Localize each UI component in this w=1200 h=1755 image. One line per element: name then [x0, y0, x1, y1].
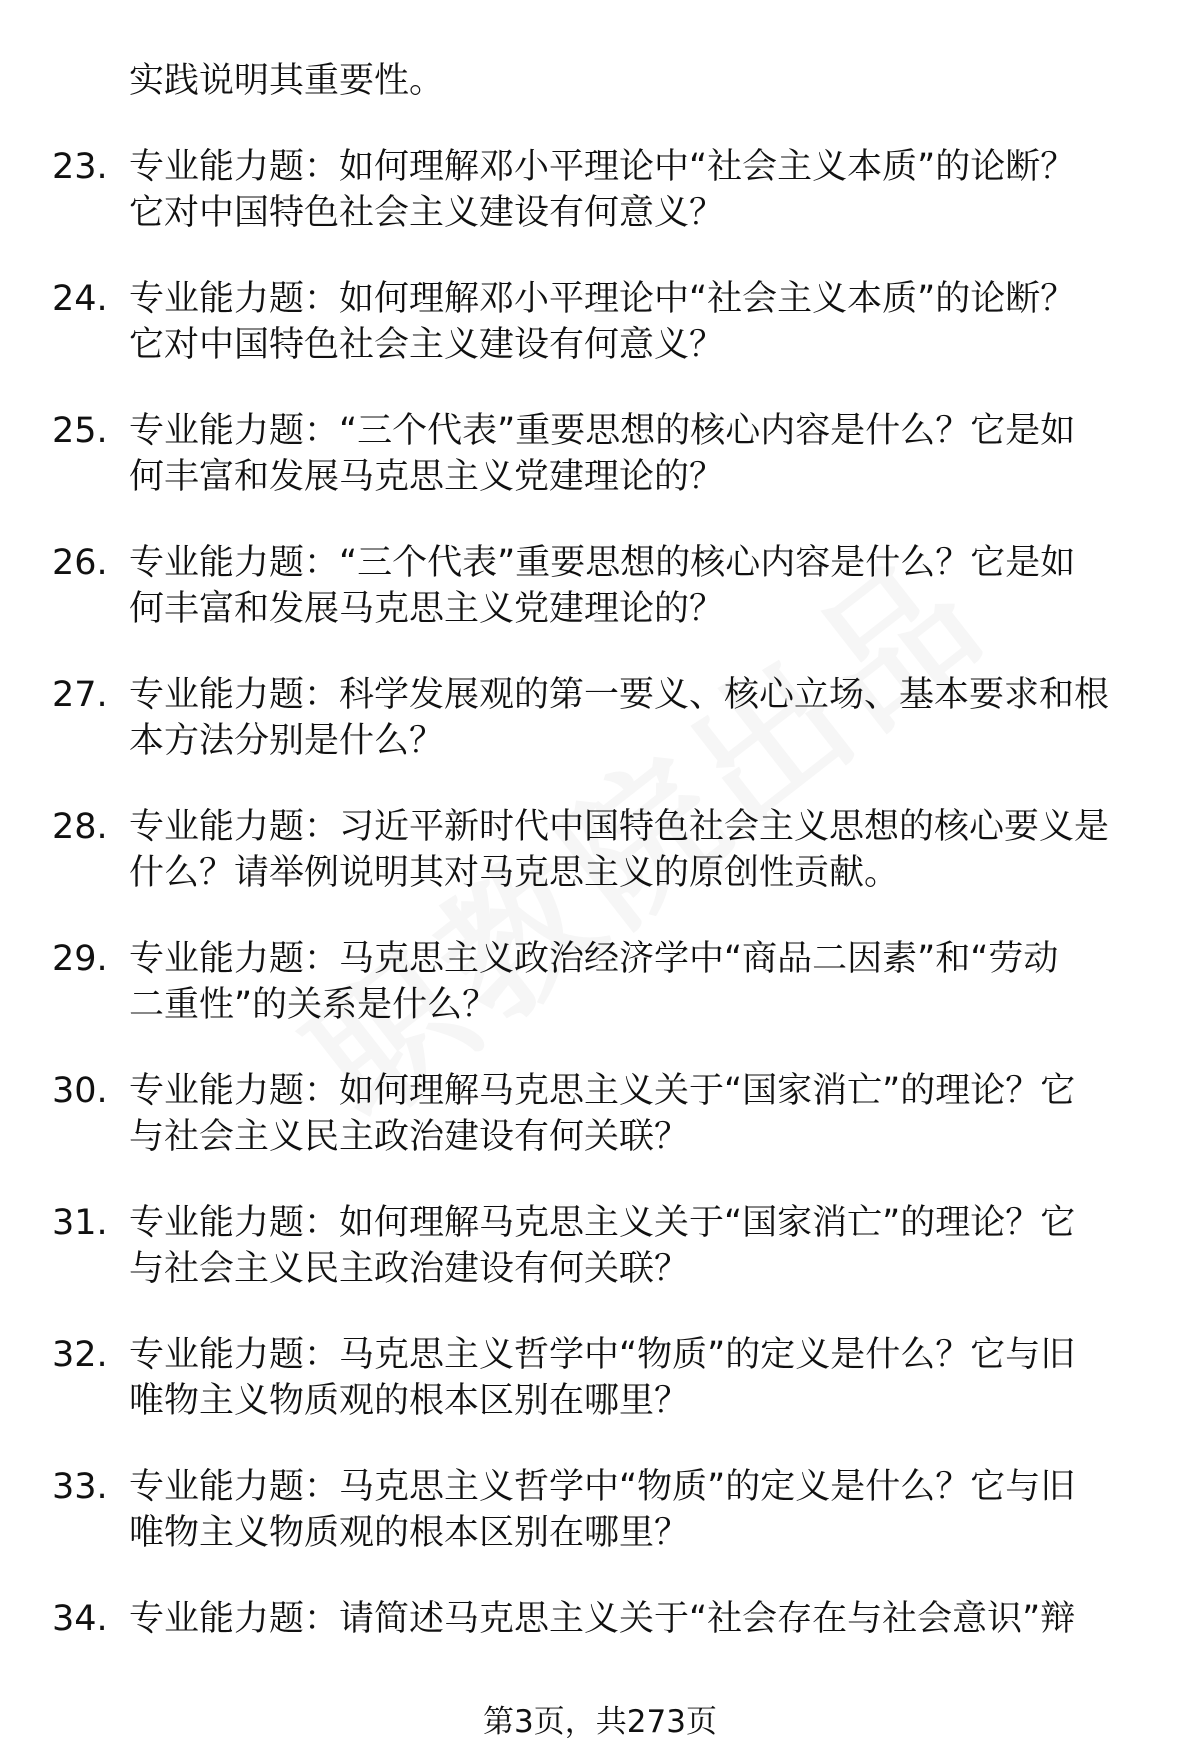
question-item [0, 1068, 1200, 1160]
question-line: 何丰富和发展马克思主义党建理论的？ [129, 589, 725, 629]
question-item [0, 804, 1200, 896]
question-text [129, 1200, 1139, 1292]
question-line: 与社会主义民主政治建设有何关联？ [129, 1249, 690, 1289]
question-line: 什么？请举例说明其对马克思主义的原创性贡献。 [129, 853, 900, 893]
question-number: 24. [52, 279, 108, 319]
question-number: 30. [52, 1071, 108, 1111]
question-text [129, 1332, 1139, 1424]
question-line: 专业能力题：马克思主义政治经济学中“商品二因素”和“劳动 [129, 939, 1059, 979]
question-list [0, 144, 1200, 1688]
question-text [129, 804, 1139, 896]
question-line: 专业能力题：习近平新时代中国特色社会主义思想的核心要义是 [129, 807, 1110, 847]
question-item [0, 1332, 1200, 1424]
question-line: 专业能力题：科学发展观的第一要义、核心立场、基本要求和根 [129, 675, 1110, 715]
question-line: 专业能力题：请简述马克思主义关于“社会存在与社会意识”辩 [129, 1599, 1076, 1639]
question-item [0, 936, 1200, 1028]
question-number: 34. [52, 1599, 108, 1639]
question-number: 26. [52, 543, 108, 583]
question-line: 唯物主义物质观的根本区别在哪里？ [129, 1381, 690, 1421]
question-line: 专业能力题：如何理解邓小平理论中“社会主义本质”的论断？ [129, 279, 1076, 319]
question-line: 专业能力题：马克思主义哲学中“物质”的定义是什么？它与旧 [129, 1335, 1076, 1375]
question-number: 32. [52, 1335, 108, 1375]
question-line: 与社会主义民主政治建设有何关联？ [129, 1117, 690, 1157]
question-text [129, 408, 1139, 500]
question-number: 25. [52, 411, 108, 451]
question-text [129, 672, 1139, 764]
continuation-text: 实践说明其重要性。 [129, 61, 445, 101]
question-item [0, 144, 1200, 236]
question-number: 23. [52, 147, 108, 187]
question-item [0, 1464, 1200, 1556]
question-line: 唯物主义物质观的根本区别在哪里？ [129, 1513, 690, 1553]
question-item [0, 540, 1200, 632]
question-number: 31. [52, 1203, 108, 1243]
question-line: 专业能力题：如何理解邓小平理论中“社会主义本质”的论断？ [129, 147, 1076, 187]
page-content [0, 58, 1200, 1688]
question-line: 专业能力题：如何理解马克思主义关于“国家消亡”的理论？它 [129, 1203, 1076, 1243]
question-line: 专业能力题：如何理解马克思主义关于“国家消亡”的理论？它 [129, 1071, 1076, 1111]
question-number: 27. [52, 675, 108, 715]
question-line: 何丰富和发展马克思主义党建理论的？ [129, 457, 725, 497]
page-footer: 第3页，共273页 [483, 1704, 717, 1740]
question-item [0, 1596, 1200, 1688]
question-text [129, 936, 1139, 1028]
question-text [129, 144, 1139, 236]
question-line: 它对中国特色社会主义建设有何意义？ [129, 325, 725, 365]
question-text [129, 1464, 1139, 1556]
question-line: 专业能力题：“三个代表”重要思想的核心内容是什么？它是如 [129, 411, 1076, 451]
question-item [0, 672, 1200, 764]
question-number: 33. [52, 1467, 108, 1507]
question-line: 专业能力题：“三个代表”重要思想的核心内容是什么？它是如 [129, 543, 1076, 583]
question-item [0, 408, 1200, 500]
question-line: 专业能力题：马克思主义哲学中“物质”的定义是什么？它与旧 [129, 1467, 1076, 1507]
question-line: 二重性”的关系是什么？ [129, 985, 498, 1025]
question-text [129, 276, 1139, 368]
question-text [129, 1596, 1139, 1642]
question-number: 29. [52, 939, 108, 979]
question-item [0, 276, 1200, 368]
question-item [0, 1200, 1200, 1292]
question-line: 它对中国特色社会主义建设有何意义？ [129, 193, 725, 233]
question-text [129, 1068, 1139, 1160]
question-text [129, 540, 1139, 632]
question-line: 本方法分别是什么？ [129, 721, 445, 761]
question-number: 28. [52, 807, 108, 847]
